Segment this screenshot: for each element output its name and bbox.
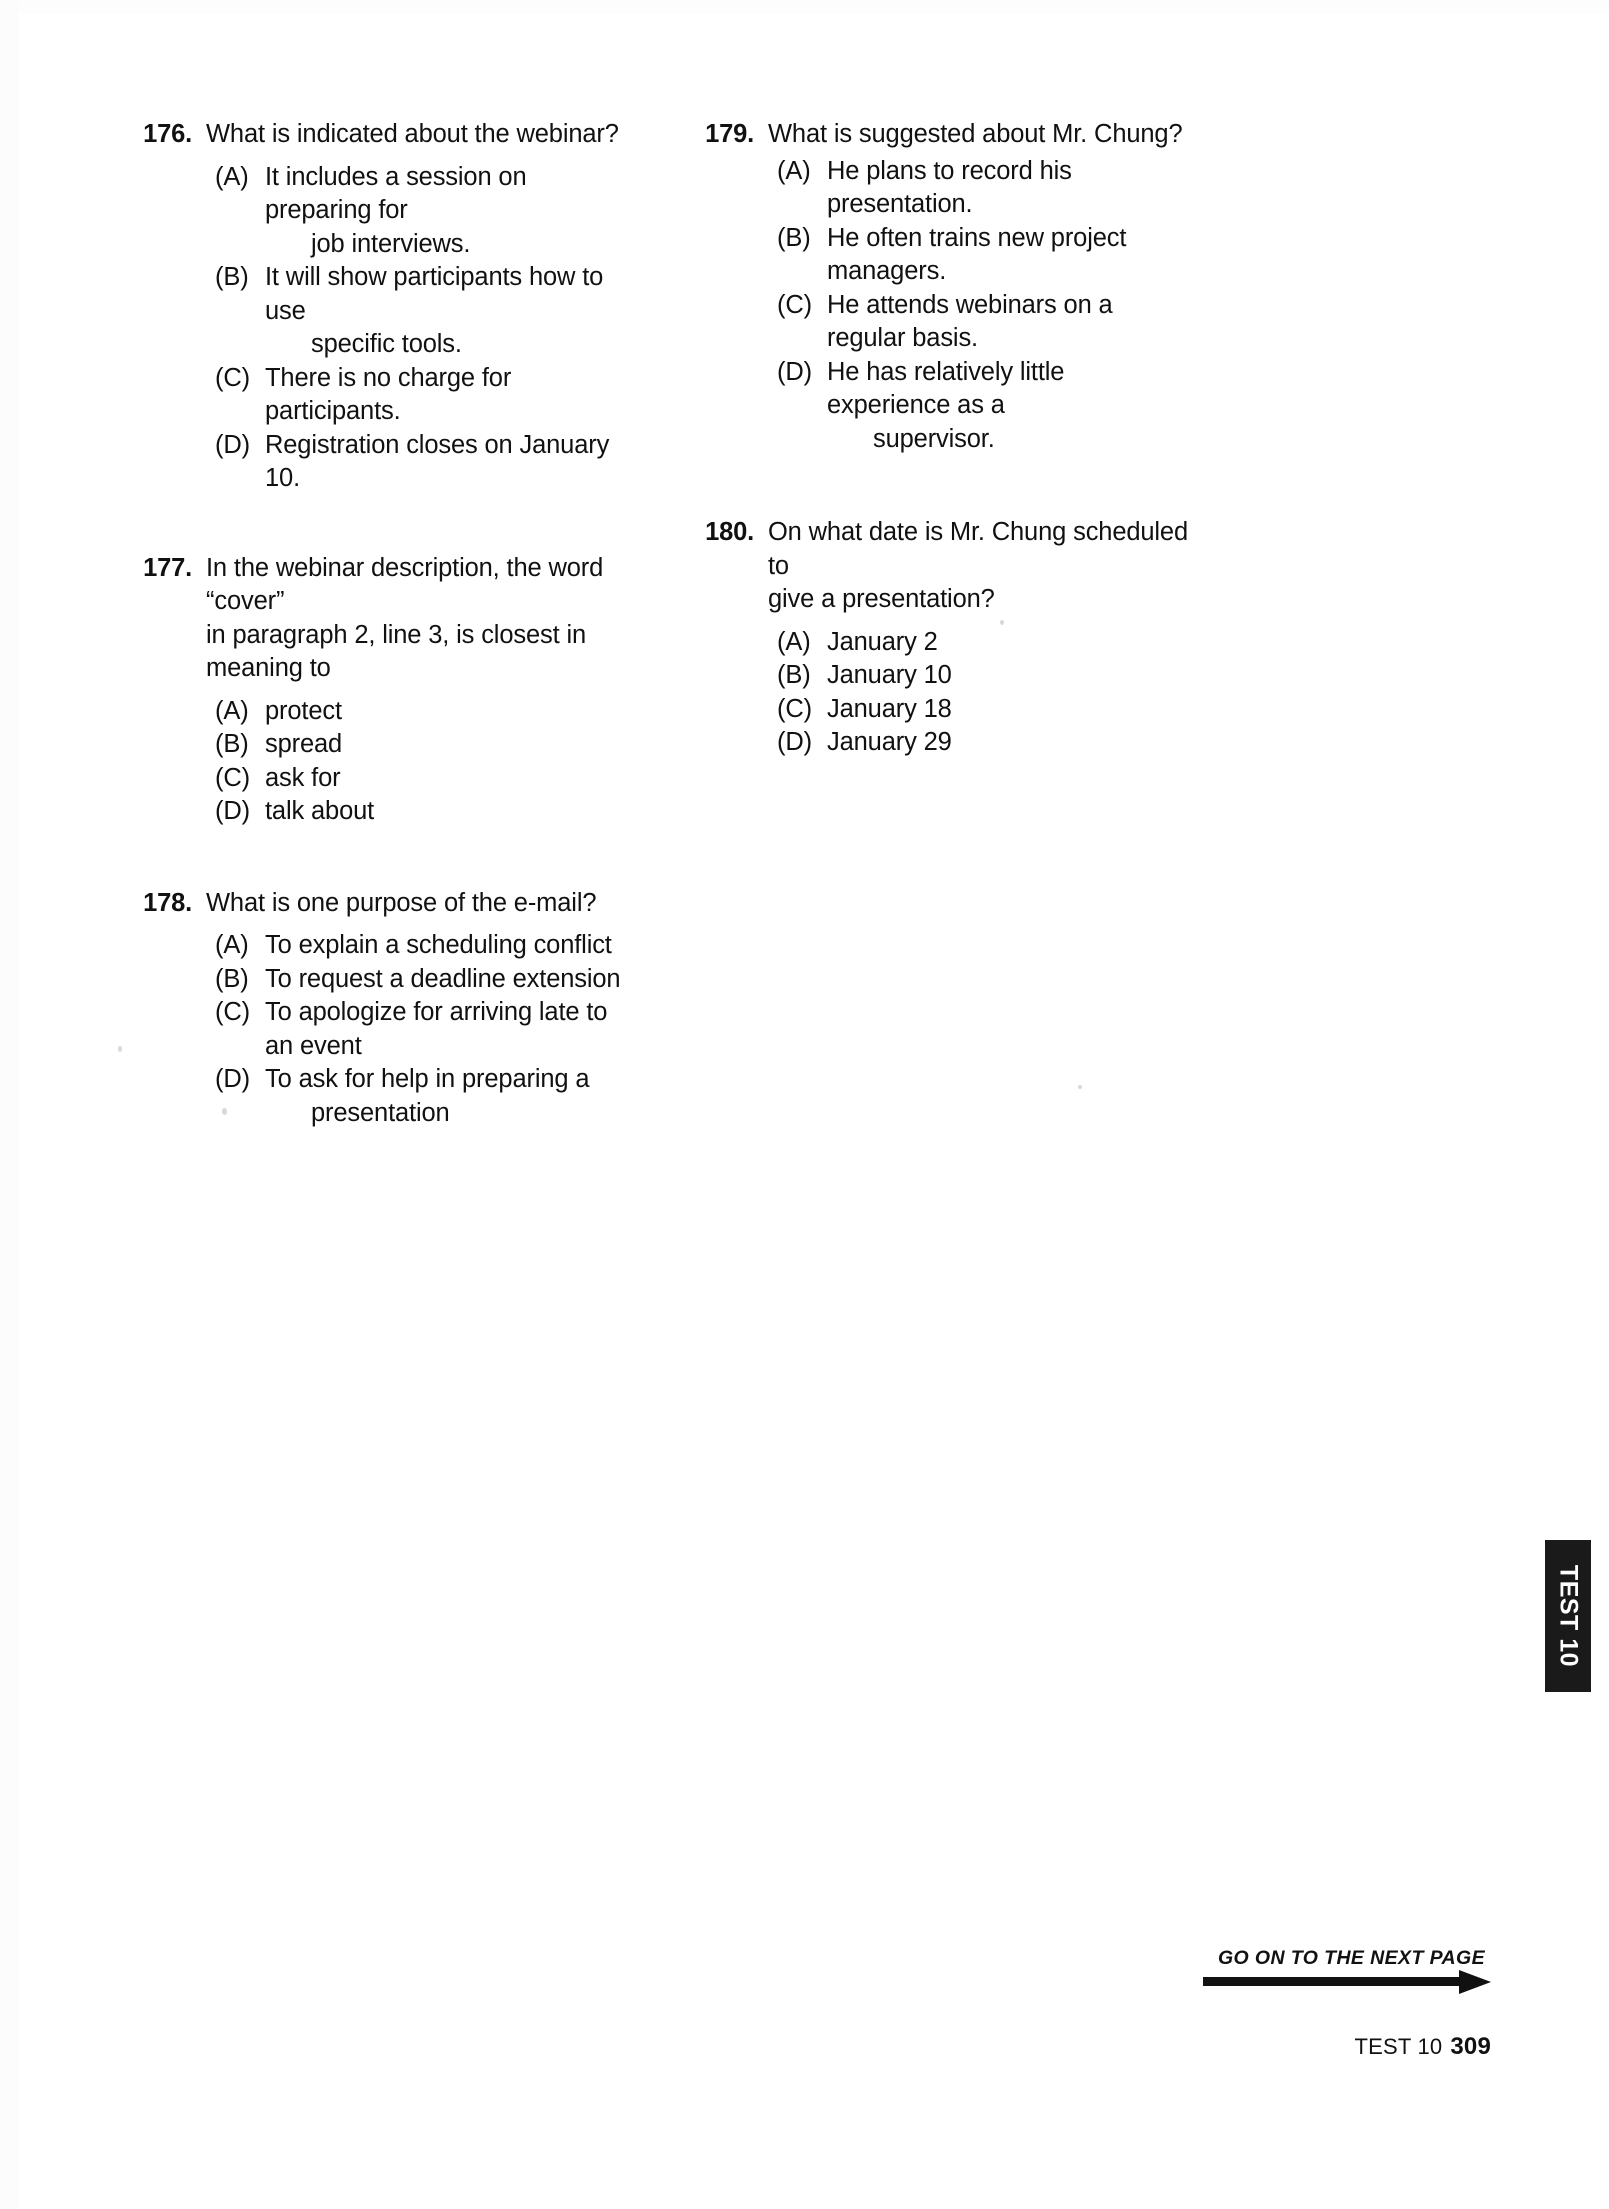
choice-option[interactable] xyxy=(777,626,1190,660)
choice-letter: (A) xyxy=(215,162,249,191)
left-column xyxy=(128,118,628,1186)
stem-line: On what date is Mr. Chung scheduled to xyxy=(768,518,1188,580)
question-stem: What is suggested about Mr. Chung? xyxy=(768,120,1183,148)
choice-letter: (C) xyxy=(777,290,812,319)
choice-option[interactable] xyxy=(215,362,628,429)
question-178 xyxy=(128,887,628,1147)
question-177 xyxy=(128,552,628,845)
choice-option[interactable] xyxy=(777,155,1190,222)
choice-option[interactable] xyxy=(215,695,628,729)
choice-option[interactable] xyxy=(215,929,628,963)
question-stem: What is indicated about the webinar? xyxy=(206,120,619,148)
choice-option[interactable] xyxy=(777,693,1190,727)
scan-edge-top xyxy=(0,0,1609,14)
choice-option[interactable] xyxy=(215,795,628,829)
page-footer xyxy=(931,1947,1491,2061)
choice-letter: (B) xyxy=(777,661,811,689)
choice-line-1: To ask for help in preparing a xyxy=(265,1065,590,1093)
choice-line-1: It will show participants how to use xyxy=(265,263,604,325)
choice-letter: (A) xyxy=(777,627,811,656)
choice-text: ask for xyxy=(265,763,341,792)
arrow-bar xyxy=(1203,1977,1461,1986)
go-on-notice: GO ON TO THE NEXT PAGE xyxy=(1217,1947,1485,1969)
choice-text: To explain a scheduling conflict xyxy=(265,931,612,959)
question-179 xyxy=(690,118,1190,472)
choice-letter: (D) xyxy=(215,797,250,825)
choice-letter: (C) xyxy=(215,998,250,1026)
choice-text: He plans to record his presentation. xyxy=(827,156,1072,218)
choice-text: January 18 xyxy=(827,694,952,723)
choice-option[interactable] xyxy=(215,161,628,262)
question-body xyxy=(206,552,628,845)
page-footer-line xyxy=(931,2033,1491,2061)
choice-list xyxy=(206,929,628,1130)
stem-line: in paragraph 2, line 3, is closest in xyxy=(206,620,587,649)
choice-option[interactable] xyxy=(777,356,1190,457)
choice-option[interactable] xyxy=(777,726,1190,760)
choice-letter: (D) xyxy=(215,1065,250,1093)
choice-line-2: job interviews. xyxy=(311,229,471,258)
choice-option[interactable] xyxy=(215,762,628,796)
choice-text xyxy=(265,261,628,362)
choice-text: January 29 xyxy=(827,728,952,756)
choice-line-2: specific tools. xyxy=(311,330,462,358)
choice-text: He attends webinars on a regular basis. xyxy=(827,290,1113,352)
question-number: 176. xyxy=(143,120,192,148)
arrow-head xyxy=(1459,1970,1491,1994)
question-number: 178. xyxy=(143,888,192,917)
choice-option[interactable] xyxy=(215,261,628,362)
question-body xyxy=(206,887,628,1147)
question-number: 180. xyxy=(705,518,754,546)
choice-text: spread xyxy=(265,730,343,758)
choice-list xyxy=(768,626,1190,760)
choice-letter: (B) xyxy=(777,223,811,252)
question-columns xyxy=(0,118,1609,1186)
choice-text xyxy=(827,356,1190,457)
choice-option[interactable] xyxy=(777,659,1190,693)
stem-line: give a presentation? xyxy=(768,585,995,613)
choice-option[interactable] xyxy=(215,728,628,762)
choice-text: To request a deadline extension xyxy=(265,964,621,993)
question-number: 177. xyxy=(143,553,192,582)
question-number: 179. xyxy=(705,120,754,148)
test-tab-label: TEST 10 xyxy=(1554,1564,1583,1668)
question-body xyxy=(206,118,628,512)
choice-letter: (D) xyxy=(215,430,250,459)
question-stem xyxy=(768,516,1190,617)
choice-list xyxy=(206,161,628,496)
choice-line-1: He has relatively little experience as a xyxy=(827,357,1065,419)
choice-letter: (C) xyxy=(215,763,250,792)
question-body xyxy=(768,118,1190,472)
choice-list xyxy=(206,695,628,829)
next-page-arrow-icon xyxy=(931,1971,1491,1993)
choice-text: There is no charge for participants. xyxy=(265,363,512,425)
choice-letter: (B) xyxy=(215,263,249,291)
choice-text: January 10 xyxy=(827,661,952,689)
choice-line-2: supervisor. xyxy=(873,424,995,453)
choice-letter: (B) xyxy=(215,730,249,758)
choice-line-2: presentation xyxy=(311,1098,450,1127)
choice-list xyxy=(768,155,1190,457)
choice-text: He often trains new project managers. xyxy=(827,223,1127,285)
choice-letter: (C) xyxy=(215,363,250,392)
test-tab xyxy=(1545,1540,1591,1692)
choice-text: Registration closes on January 10. xyxy=(265,430,610,492)
choice-option[interactable] xyxy=(215,429,628,496)
right-column xyxy=(690,118,1190,1186)
choice-option[interactable] xyxy=(777,289,1190,356)
question-180 xyxy=(690,516,1190,776)
choice-option[interactable] xyxy=(215,1063,628,1130)
stem-line: meaning to xyxy=(206,654,331,682)
choice-text: talk about xyxy=(265,797,375,825)
question-stem: What is one purpose of the e-mail? xyxy=(206,888,597,917)
choice-text xyxy=(265,161,628,262)
choice-letter: (C) xyxy=(777,694,812,723)
footer-test-label: TEST 10 xyxy=(1354,2034,1443,2059)
question-176 xyxy=(128,118,628,512)
page-number: 309 xyxy=(1450,2033,1491,2060)
choice-letter: (A) xyxy=(215,696,249,725)
choice-line-1: It includes a session on preparing for xyxy=(265,162,527,224)
choice-letter: (A) xyxy=(215,931,249,959)
choice-text: protect xyxy=(265,696,342,725)
stem-line: In the webinar description, the word “cover” xyxy=(206,553,604,615)
choice-text: January 2 xyxy=(827,627,938,656)
choice-text xyxy=(265,1063,628,1130)
choice-option[interactable] xyxy=(215,963,628,997)
question-body xyxy=(768,516,1190,776)
choice-option[interactable] xyxy=(777,222,1190,289)
choice-letter: (A) xyxy=(777,156,811,185)
choice-letter: (D) xyxy=(777,728,812,756)
choice-option[interactable] xyxy=(215,996,628,1063)
choice-letter: (B) xyxy=(215,964,249,993)
question-stem xyxy=(206,552,628,686)
choice-text: To apologize for arriving late to an event xyxy=(265,998,608,1060)
choice-letter: (D) xyxy=(777,357,812,386)
